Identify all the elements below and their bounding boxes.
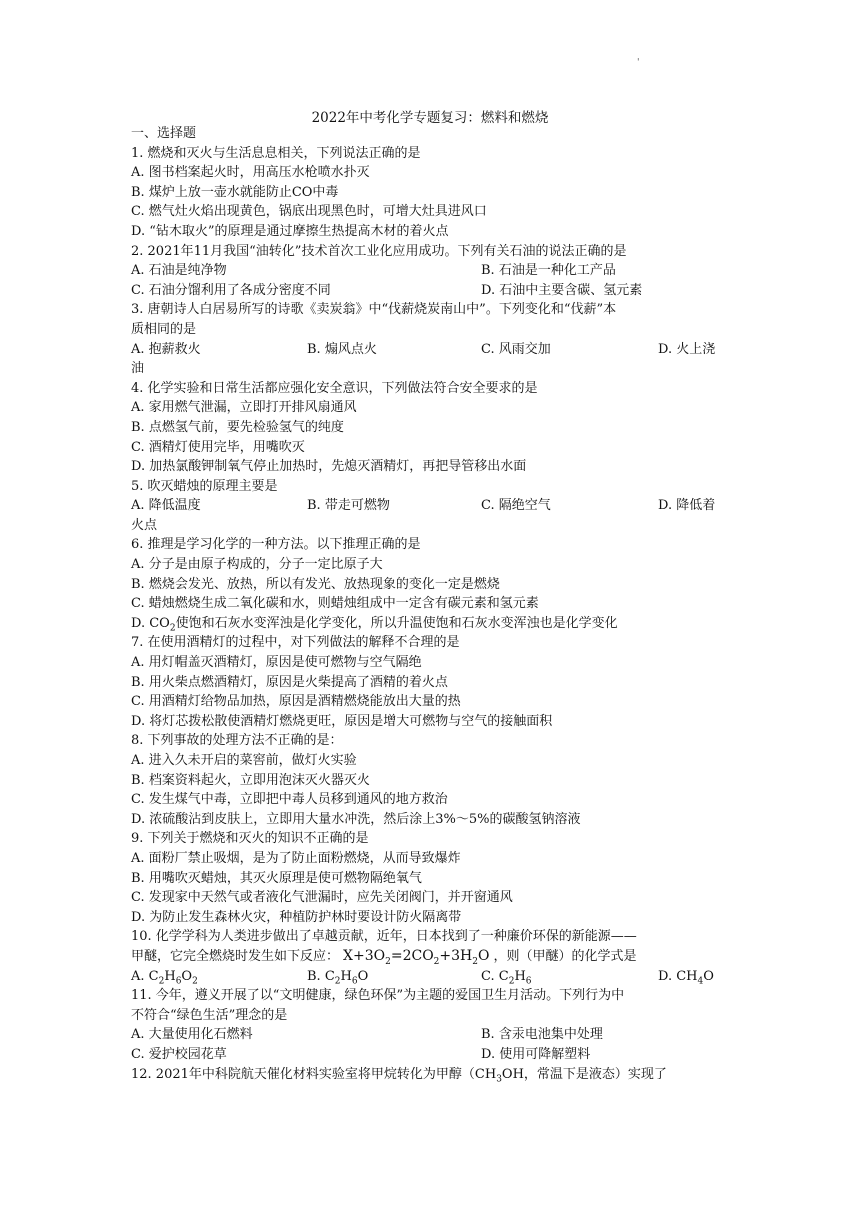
q4-option-a: A. 家用燃气泄漏，立即打开排风扇通风 bbox=[131, 400, 357, 416]
q8-stem: 8. 下列事故的处理方法不正确的是： bbox=[131, 733, 343, 749]
document-body bbox=[131, 124, 731, 1084]
q3-option-a: A. 抱薪救火 bbox=[131, 341, 201, 357]
q1-stem: 1. 燃烧和灭火与生活息息相关，下列说法正确的是 bbox=[131, 145, 421, 161]
q8-option-d: D. 浓硫酸沾到皮肤上，立即用大量水冲洗，然后涂上3%～5%的碳酸氢钠溶液 bbox=[131, 811, 581, 827]
q6-option-c: C. 蜡烛燃烧生成二氧化碳和水，则蜡烛组成中一定含有碳元素和氢元素 bbox=[131, 596, 539, 612]
combustion-equation: $X+3O_2=2CO_2+3H_2O$ bbox=[343, 947, 490, 967]
q5-options bbox=[131, 496, 731, 516]
q9-option-b: B. 用嘴吹灭蜡烛，其灭火原理是使可燃物隔绝氧气 bbox=[131, 870, 422, 886]
q3-option-b: B. 煽风点火 bbox=[307, 341, 377, 357]
q11-option-d: D. 使用可降解塑料 bbox=[481, 1046, 591, 1062]
q2-options-cd bbox=[131, 281, 731, 301]
q9-option-d: D. 为防止发生森林火灾，种植防护林时要设计防火隔离带 bbox=[131, 909, 462, 925]
q11-option-b: B. 含汞电池集中处理 bbox=[481, 1027, 603, 1043]
q3-options bbox=[131, 340, 731, 360]
q1-option-b: B. 煤炉上放一壶水就能防止CO中毒 bbox=[131, 184, 339, 200]
q3-option-d-continued: 油 bbox=[131, 361, 145, 377]
q5-option-d-continued: 火点 bbox=[131, 517, 158, 533]
q9-option-c: C. 发现家中天然气或者液化气泄漏时，应先关闭阀门，并开窗通风 bbox=[131, 890, 513, 906]
q11-stem-line1: 11. 今年，遵义开展了以“文明健康，绿色环保”为主题的爱国卫生月活动。下列行为中 bbox=[131, 988, 625, 1004]
q11-options-cd bbox=[131, 1045, 731, 1065]
q2-option-d: D. 石油中主要含碳、氢元素 bbox=[481, 282, 643, 298]
document-title: 2022年中考化学专题复习：燃料和燃烧 bbox=[311, 110, 549, 126]
q2-option-a: A. 石油是纯净物 bbox=[131, 263, 227, 279]
q8-option-b: B. 档案资料起火，立即用泡沫灭火器灭火 bbox=[131, 772, 370, 788]
q4-option-d: D. 加热氯酸钾制氧气停止加热时，先熄灭酒精灯，再把导管移出水面 bbox=[131, 459, 527, 475]
q10-stem-line1: 10. 化学学科为人类进步做出了卓越贡献，近年，日本找到了一种廉价环保的新能源—— bbox=[131, 929, 637, 945]
q11-options-ab bbox=[131, 1025, 731, 1045]
q5-option-d: D. 降低着 bbox=[658, 498, 716, 514]
q11-option-a: A. 大量使用化石燃料 bbox=[131, 1027, 253, 1043]
q6-stem: 6. 推理是学习化学的一种方法。以下推理正确的是 bbox=[131, 537, 421, 553]
q4-option-b: B. 点燃氢气前，要先检验氢气的纯度 bbox=[131, 419, 344, 435]
q2-option-c: C. 石油分馏利用了各成分密度不同 bbox=[131, 282, 331, 298]
section-heading: 一、选择题 bbox=[131, 126, 197, 141]
q10-stem-line2: 甲醚，它完全燃烧时发生如下反应： $X+3O_2=2CO_2+3H_2O$ ，则（甲醚）的化学式是 bbox=[131, 947, 637, 967]
q5-option-c: C. 隔绝空气 bbox=[481, 498, 551, 514]
q6-option-a: A. 分子是由原子构成的，分子一定比原子大 bbox=[131, 557, 383, 573]
q6-option-d: D. $CO_2$使饱和石灰水变浑浊是化学变化，所以升温使饱和石灰水变浑浊也是化学变化 bbox=[131, 615, 618, 634]
q7-option-d: D. 将灯芯拨松散使酒精灯燃烧更旺，原因是增大可燃物与空气的接触面积 bbox=[131, 713, 553, 729]
q9-stem: 9. 下列关于燃烧和灭火的知识不正确的是 bbox=[131, 831, 369, 847]
q8-option-c: C. 发生煤气中毒，立即把中毒人员移到通风的地方救治 bbox=[131, 792, 448, 808]
q11-option-c: C. 爱护校园花草 bbox=[131, 1046, 227, 1062]
q5-stem: 5. 吹灭蜡烛的原理主要是 bbox=[131, 478, 278, 494]
q4-stem: 4. 化学实验和日常生活都应强化安全意识，下列做法符合安全要求的是 bbox=[131, 380, 538, 396]
q2-stem: 2. 2021年11月我国“油转化”技术首次工业化应用成功。下列有关石油的说法正确的是 bbox=[131, 243, 627, 259]
q12-stem: 12. 2021年中科院航天催化材料实验室将甲烷转化为甲醇（$CH_3OH$，常温下是液态）实现了 bbox=[131, 1066, 667, 1085]
q6-option-b: B. 燃烧会发光、放热，所以有发光、放热现象的变化一定是燃烧 bbox=[131, 576, 500, 592]
q1-option-a: A. 图书档案起火时，用高压水枪喷水扑灭 bbox=[131, 165, 370, 181]
q1-option-c: C. 燃气灶火焰出现黄色，锅底出现黑色时，可增大灶具进风口 bbox=[131, 204, 487, 220]
q1-option-d: D. “钻木取火”的原理是通过摩擦生热提高木材的着火点 bbox=[131, 223, 449, 239]
q4-option-c: C. 酒精灯使用完毕，用嘴吹灭 bbox=[131, 439, 305, 455]
q3-stem-line2: 质相同的是 bbox=[131, 321, 197, 337]
q7-option-c: C. 用酒精灯给物品加热，原因是酒精燃烧能放出大量的热 bbox=[131, 694, 461, 710]
q5-option-b: B. 带走可燃物 bbox=[307, 498, 390, 514]
q7-option-a: A. 用灯帽盖灭酒精灯，原因是使可燃物与空气隔绝 bbox=[131, 655, 422, 671]
q8-option-a: A. 进入久未开启的菜窖前，做灯火实验 bbox=[131, 753, 357, 768]
q10-option-c: C. $C_2H_6$ bbox=[481, 968, 532, 987]
q9-option-a: A. 面粉厂禁止吸烟，是为了防止面粉燃烧，从而导致爆炸 bbox=[131, 850, 461, 866]
q5-option-a: A. 降低温度 bbox=[131, 498, 201, 514]
q3-option-d: D. 火上浇 bbox=[658, 341, 716, 357]
header-mark: ' bbox=[637, 58, 640, 68]
q7-option-b: B. 用火柴点燃酒精灯，原因是火柴提高了酒精的着火点 bbox=[131, 674, 448, 690]
q7-stem: 7. 在使用酒精灯的过程中，对下列做法的解释不合理的是 bbox=[131, 635, 460, 651]
q3-option-c: C. 风雨交加 bbox=[481, 341, 551, 357]
q3-stem-line1: 3. 唐朝诗人白居易所写的诗歌《卖炭翁》中“伐薪烧炭南山中”。下列变化和“伐薪”本 bbox=[131, 302, 617, 318]
q10-option-a: A. $C_2H_6O_2$ bbox=[131, 968, 198, 987]
q10-option-d: D. $CH_4O$ bbox=[658, 968, 714, 987]
q11-stem-line2: 不符合“绿色生活”理念的是 bbox=[131, 1007, 288, 1023]
q2-option-b: B. 石油是一种化工产品 bbox=[481, 263, 616, 279]
q2-options-ab bbox=[131, 261, 731, 281]
q10-option-b: B. $C_2H_6O$ bbox=[307, 968, 369, 987]
q10-options bbox=[131, 967, 731, 987]
